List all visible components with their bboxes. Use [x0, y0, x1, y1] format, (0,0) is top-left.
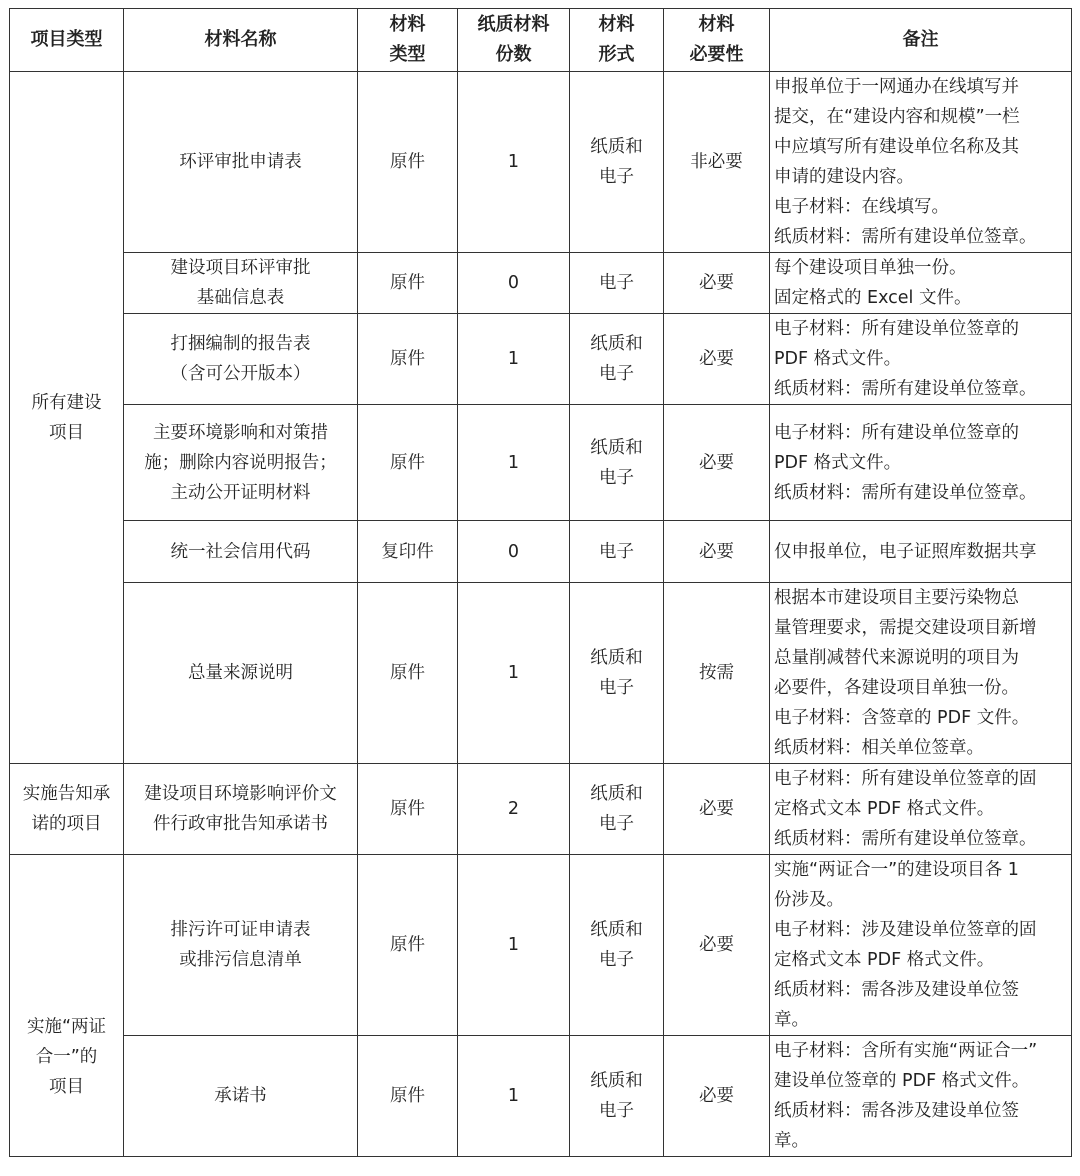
notes: 根据本市建设项目主要污染物总 量管理要求，需提交建设项目新增 总量削减替代来源说明的项目为 必要件，各建设项目单独一份。 电子材料：含签章的 PDF 文件。 纸质材料：相关单位签章。: [770, 583, 1072, 764]
paper-copies: 1: [458, 314, 570, 405]
material-form: 电子: [570, 521, 664, 583]
group-two-in-one: 实施“两证 合一”的 项目: [10, 855, 124, 1157]
material-type: 原件: [358, 1036, 458, 1157]
header-notes: 备注: [770, 9, 1072, 72]
material-form: 纸质和 电子: [570, 1036, 664, 1157]
necessity: 按需: [664, 583, 770, 764]
material-type: 原件: [358, 72, 458, 253]
material-type: 原件: [358, 855, 458, 1036]
material-form: 电子: [570, 253, 664, 314]
paper-copies: 1: [458, 583, 570, 764]
necessity: 必要: [664, 521, 770, 583]
header-material-name: 材料名称: [124, 9, 358, 72]
material-type: 原件: [358, 583, 458, 764]
header-paper-copies: 纸质材料 份数: [458, 9, 570, 72]
table-row: [10, 1036, 1072, 1157]
necessity: 必要: [664, 314, 770, 405]
notes: 申报单位于一网通办在线填写并 提交，在“建设内容和规模”一栏 中应填写所有建设单位名称及其 申请的建设内容。 电子材料：在线填写。 纸质材料：需所有建设单位签章。: [770, 72, 1072, 253]
table-row: [10, 72, 1072, 253]
necessity: 必要: [664, 405, 770, 521]
notes: 电子材料：所有建设单位签章的固 定格式文本 PDF 格式文件。 纸质材料：需所有建设单位签章。: [770, 764, 1072, 855]
paper-copies: 0: [458, 253, 570, 314]
paper-copies: 1: [458, 405, 570, 521]
table-row: [10, 253, 1072, 314]
material-type: 原件: [358, 253, 458, 314]
material-name: 建设项目环境影响评价文 件行政审批告知承诺书: [124, 764, 358, 855]
header-necessity: 材料 必要性: [664, 9, 770, 72]
necessity: 必要: [664, 764, 770, 855]
header-project-type: 项目类型: [10, 9, 124, 72]
material-name: 总量来源说明: [124, 583, 358, 764]
material-form: 纸质和 电子: [570, 583, 664, 764]
header-row: [10, 9, 1072, 72]
notes: 电子材料：所有建设单位签章的 PDF 格式文件。 纸质材料：需所有建设单位签章。: [770, 405, 1072, 521]
material-type: 原件: [358, 314, 458, 405]
header-material-type: 材料 类型: [358, 9, 458, 72]
group-notification-commitment: 实施告知承 诺的项目: [10, 764, 124, 855]
material-name: 环评审批申请表: [124, 72, 358, 253]
material-form: 纸质和 电子: [570, 314, 664, 405]
header-material-form: 材料 形式: [570, 9, 664, 72]
table-row: [10, 764, 1072, 855]
notes: 电子材料：含所有实施“两证合一” 建设单位签章的 PDF 格式文件。 纸质材料：需各涉及建设单位签 章。: [770, 1036, 1072, 1157]
material-name: 排污许可证申请表 或排污信息清单: [124, 855, 358, 1036]
paper-copies: 1: [458, 72, 570, 253]
table-row: [10, 314, 1072, 405]
material-form: 纸质和 电子: [570, 72, 664, 253]
material-type: 复印件: [358, 521, 458, 583]
material-type: 原件: [358, 405, 458, 521]
necessity: 非必要: [664, 72, 770, 253]
notes: 实施“两证合一”的建设项目各 1 份涉及。 电子材料：涉及建设单位签章的固 定格式文本 PDF 格式文件。 纸质材料：需各涉及建设单位签 章。: [770, 855, 1072, 1036]
materials-table: [9, 8, 1072, 1157]
notes: 电子材料：所有建设单位签章的 PDF 格式文件。 纸质材料：需所有建设单位签章。: [770, 314, 1072, 405]
table-row: [10, 405, 1072, 521]
material-form: 纸质和 电子: [570, 405, 664, 521]
notes: 每个建设项目单独一份。 固定格式的 Excel 文件。: [770, 253, 1072, 314]
table-row: [10, 521, 1072, 583]
group-all-projects: 所有建设 项目: [10, 72, 124, 764]
paper-copies: 0: [458, 521, 570, 583]
table-row: [10, 583, 1072, 764]
paper-copies: 1: [458, 855, 570, 1036]
material-form: 纸质和 电子: [570, 855, 664, 1036]
material-form: 纸质和 电子: [570, 764, 664, 855]
material-name: 建设项目环评审批 基础信息表: [124, 253, 358, 314]
material-name: 主要环境影响和对策措 施；删除内容说明报告； 主动公开证明材料: [124, 405, 358, 521]
paper-copies: 1: [458, 1036, 570, 1157]
material-name: 打捆编制的报告表 （含可公开版本）: [124, 314, 358, 405]
material-type: 原件: [358, 764, 458, 855]
table-row: [10, 855, 1072, 1036]
necessity: 必要: [664, 253, 770, 314]
material-name: 承诺书: [124, 1036, 358, 1157]
necessity: 必要: [664, 1036, 770, 1157]
paper-copies: 2: [458, 764, 570, 855]
necessity: 必要: [664, 855, 770, 1036]
material-name: 统一社会信用代码: [124, 521, 358, 583]
notes: 仅申报单位，电子证照库数据共享: [770, 521, 1072, 583]
